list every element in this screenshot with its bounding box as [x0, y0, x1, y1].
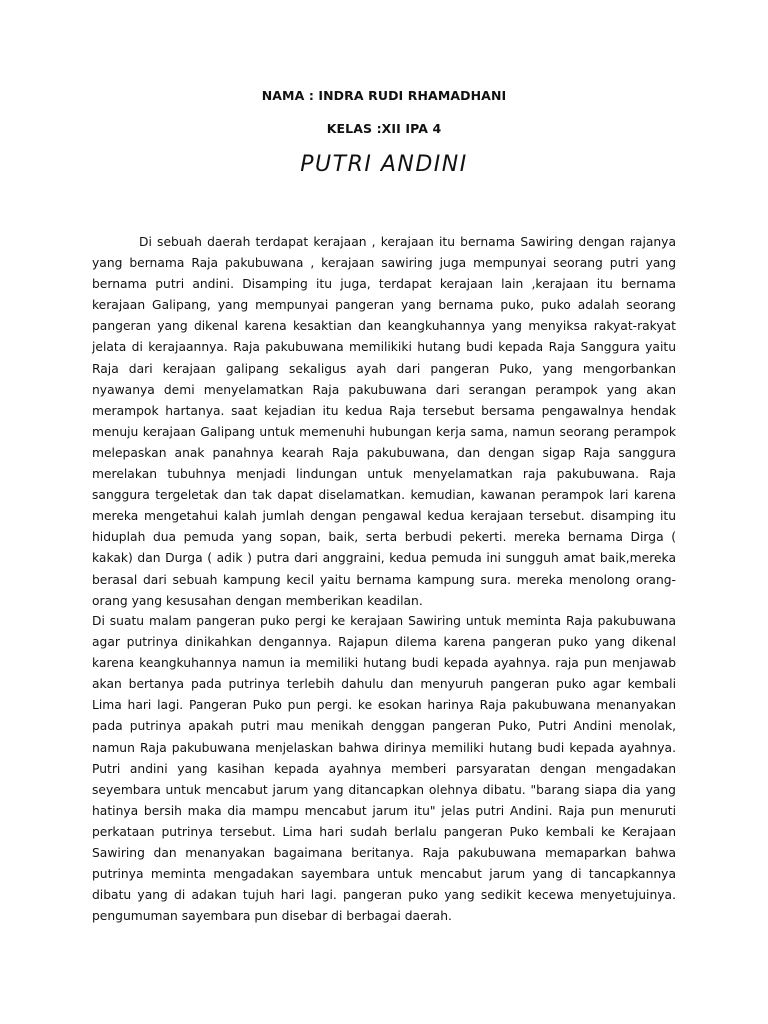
paragraph-2: Di suatu malam pangeran puko pergi ke kerajaan Sawiring untuk meminta Raja pakubuwana agar putrinya dinikahkan dengannya. Rajapun dilema karena pangeran puko yang dikenal karena keangkuhannya namun ia memiliki hutang budi kepada ayahnya. raja pun menjawab akan bertanya pada putrinya terlebih dahulu dan menyuruh pangeran puko agar kembali Lima hari lagi. Pangeran Puko pun pergi. ke esokan harinya Raja pakubuwana menanyakan pada putrinya apakah putri mau menikah denggan pangeran Puko, Putri Andini menolak, namun Raja pakubuwana menjelaskan bahwa dirinya memiliki hutang budi kepada ayahnya. Putri andini yang kasihan kepada ayahnya memberi parsyaratan dengan mengadakan seyembara untuk mencabut jarum yang ditancapkan olehnya dibatu. "barang siapa dia yang hatinya bersih maka dia mampu mencabut jarum itu" jelas putri Andini. Raja pun menuruti perkataan putrinya tersebut. Lima hari sudah berlalu pangeran Puko kembali ke Kerajaan Sawiring dan menanyakan bagaimana beritanya. Raja pakubuwana memaparkan bahwa putrinya meminta mengadakan sayembara untuk mencabut jarum yang di tancapkannya dibatu yang di adakan tujuh hari lagi. pangeran puko yang sedikit kecewa menyetujuinya. pengumuman sayembara pun disebar di berbagai daerah.: [92, 614, 676, 924]
story-title: PUTRI ANDINI: [300, 152, 468, 177]
paragraph-1: Di sebuah daerah terdapat kerajaan , kerajaan itu bernama Sawiring dengan rajanya yang bernama Raja pakubuwana , kerajaan sawiring juga mempunyai seorang putri yang bernama putri andini. Disamping itu juga, terdapat kerajaan lain ,kerajaan itu bernama kerajaan Galipang, yang mempunyai pangeran yang bernama puko, puko adalah seorang pangeran yang dikenal karena kesaktian dan keangkuhannya yang menyiksa rakyat-rakyat jelata di kerajaannya. Raja pakubuwana memilikiki hutang budi kepada Raja Sanggura yaitu Raja dari kerajaan galipang sekaligus ayah dari pangeran Puko, yang mengorbankan nyawanya demi menyelamatkan Raja pakubuwana dari serangan perampok yang akan merampok hartanya. saat kejadian itu kedua Raja tersebut bersama pengawalnya hendak menuju kerajaan Galipang untuk memenuhi hubungan kerja sama, namun seorang perampok melepaskan anak panahnya kearah Raja pakubuwana, dan dengan sigap Raja sanggura merelakan tubuhnya menjadi lindungan untuk menyelamatkan raja pakubuwana. Raja sanggura tergeletak dan tak dapat diselamatkan. kemudian, kawanan perampok lari karena mereka mengetahui kalah jumlah dengan pengawal kedua kerajaan tersebut. disamping itu hiduplah dua pemuda yang sopan, baik, serta berbudi pekerti. mereka bernama Dirga ( kakak) dan Durga ( adik ) putra dari anggraini, kedua pemuda ini sungguh amat baik,mereka berasal dari sebuah kampung kecil yaitu bernama kampung sura. mereka menolong orang-orang yang kesusahan dengan memberikan keadilan.: [92, 235, 676, 608]
student-class: KELAS :XII IPA 4: [326, 121, 442, 136]
student-name: NAMA : INDRA RUDI RHAMADHANI: [261, 88, 507, 103]
